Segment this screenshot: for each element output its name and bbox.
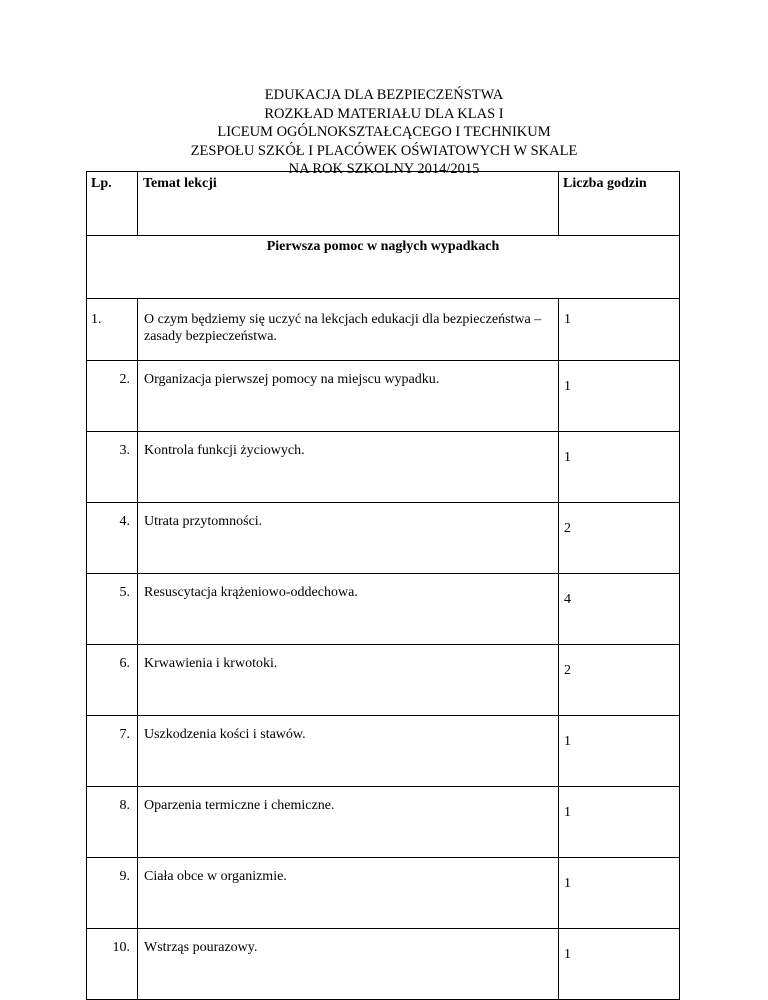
section-title: Pierwsza pomoc w nagłych wypadkach (87, 236, 680, 299)
table-row (87, 929, 680, 1000)
row-hours: 1 (559, 299, 680, 361)
table-row (87, 361, 680, 432)
title-line: ZESPOŁU SZKÓŁ I PLACÓWEK OŚWIATOWYCH W SKALE (190, 142, 578, 159)
row-hours: 2 (559, 645, 680, 716)
row-lp: 6. (87, 645, 138, 716)
document-title (0, 86, 768, 179)
row-topic: Oparzenia termiczne i chemiczne. (138, 787, 559, 858)
header-hours: Liczba godzin (559, 172, 680, 236)
row-hours: 2 (559, 503, 680, 574)
row-hours: 1 (559, 432, 680, 503)
row-topic: Ciała obce w organizmie. (138, 858, 559, 929)
row-lp: 8. (87, 787, 138, 858)
title-line: EDUKACJA DLA BEZPIECZEŃSTWA (264, 87, 504, 103)
row-lp: 5. (87, 574, 138, 645)
row-hours: 1 (559, 787, 680, 858)
row-topic: O czym będziemy się uczyć na lekcjach edukacji dla bezpieczeństwa – zasady bezpieczeństwa. (138, 299, 559, 361)
row-lp: 7. (87, 716, 138, 787)
row-hours: 4 (559, 574, 680, 645)
table-row (87, 432, 680, 503)
table-row (87, 858, 680, 929)
title-line: ROZKŁAD MATERIAŁU DLA KLAS I (264, 105, 504, 122)
table-row (87, 716, 680, 787)
row-lp: 9. (87, 858, 138, 929)
row-lp: 4. (87, 503, 138, 574)
row-topic: Organizacja pierwszej pomocy na miejscu wypadku. (138, 361, 559, 432)
row-lp: 2. (87, 361, 138, 432)
row-hours: 1 (559, 716, 680, 787)
row-topic: Wstrząs pourazowy. (138, 929, 559, 1000)
row-hours: 1 (559, 361, 680, 432)
table-row (87, 787, 680, 858)
title-line: LICEUM OGÓLNOKSZTAŁCĄCEGO I TECHNIKUM (217, 124, 551, 140)
row-topic: Uszkodzenia kości i stawów. (138, 716, 559, 787)
table-row (87, 299, 680, 361)
table-row (87, 574, 680, 645)
row-hours: 1 (559, 929, 680, 1000)
header-lp: Lp. (87, 172, 138, 236)
row-lp: 10. (87, 929, 138, 1000)
title-line: NA ROK SZKOLNY 2014/2015 (288, 161, 480, 177)
row-hours: 1 (559, 858, 680, 929)
table-header-row (87, 172, 680, 236)
row-topic: Resuscytacja krążeniowo-oddechowa. (138, 574, 559, 645)
row-topic: Kontrola funkcji życiowych. (138, 432, 559, 503)
row-topic: Krwawienia i krwotoki. (138, 645, 559, 716)
header-topic: Temat lekcji (138, 172, 559, 236)
lesson-plan-table (86, 171, 680, 1000)
row-lp: 3. (87, 432, 138, 503)
section-row (87, 236, 680, 299)
table-row (87, 503, 680, 574)
table-row (87, 645, 680, 716)
row-topic: Utrata przytomności. (138, 503, 559, 574)
row-lp: 1. (87, 299, 138, 361)
